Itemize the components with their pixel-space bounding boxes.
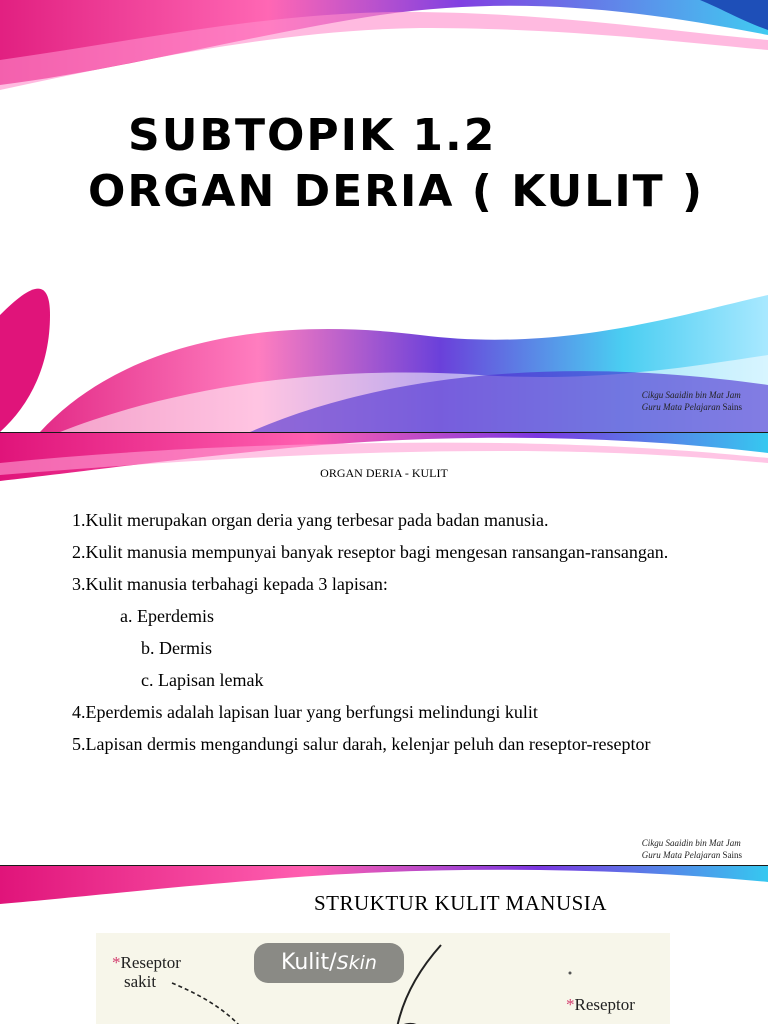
list-item: 5.Lapisan dermis mengandungi salur darah, kelenjar peluh dan reseptor-reseptor (72, 734, 651, 754)
content-slide (0, 433, 768, 865)
label-text: Reseptor (574, 995, 635, 1014)
author-name: Cikgu Saaidin bin Mat Jam (641, 390, 741, 400)
list-item: 4.Eperdemis adalah lapisan luar yang berfungsi melindungi kulit (72, 702, 538, 722)
bullet-list (72, 508, 732, 764)
label-text: Reseptor (120, 953, 181, 972)
top-swoosh-decoration (0, 0, 768, 95)
asterisk-mark: * (112, 953, 121, 972)
list-item: 3.Kulit manusia terbahagi kepada 3 lapisan: (72, 574, 388, 594)
list-item: 1.Kulit merupakan organ deria yang terbesar pada badan manusia. (72, 510, 549, 530)
slide-title: STRUKTUR KULIT MANUSIA (314, 891, 607, 915)
author-credit (642, 389, 742, 413)
sub-list-item: a. Eperdemis (120, 606, 214, 626)
subject-text: Sains (722, 402, 742, 412)
list-item: 2.Kulit manusia mempunyai banyak reseptor bagi mengesan ransangan-ransangan. (72, 542, 669, 562)
author-role (642, 849, 742, 861)
box-text-italic: Skin (336, 952, 377, 974)
subject-text: Sains (722, 850, 742, 860)
label-text: sakit (124, 972, 157, 991)
sub-list-item: c. Lapisan lemak (141, 670, 264, 690)
diagram-slide (0, 866, 768, 1024)
skin-structure-figure (96, 933, 670, 1024)
sub-list-item: b. Dermis (141, 638, 212, 658)
slide-title (88, 108, 704, 220)
title-slide (0, 0, 768, 432)
title-line-2: ORGAN DERIA ( KULIT ) (88, 166, 705, 217)
asterisk-mark: * (566, 995, 575, 1014)
box-text: Kulit/ (281, 950, 337, 975)
slide-title: ORGAN DERIA - KULIT (320, 466, 448, 480)
label-receptor-right (566, 995, 635, 1014)
author-role (642, 401, 742, 413)
author-name: Cikgu Saaidin bin Mat Jam (641, 838, 741, 848)
role-text: Guru Mata Pelajaran (641, 850, 721, 860)
author-credit (642, 837, 742, 861)
title-line-1: SUBTOPIK 1.2 (128, 110, 497, 161)
role-text: Guru Mata Pelajaran (641, 402, 721, 412)
